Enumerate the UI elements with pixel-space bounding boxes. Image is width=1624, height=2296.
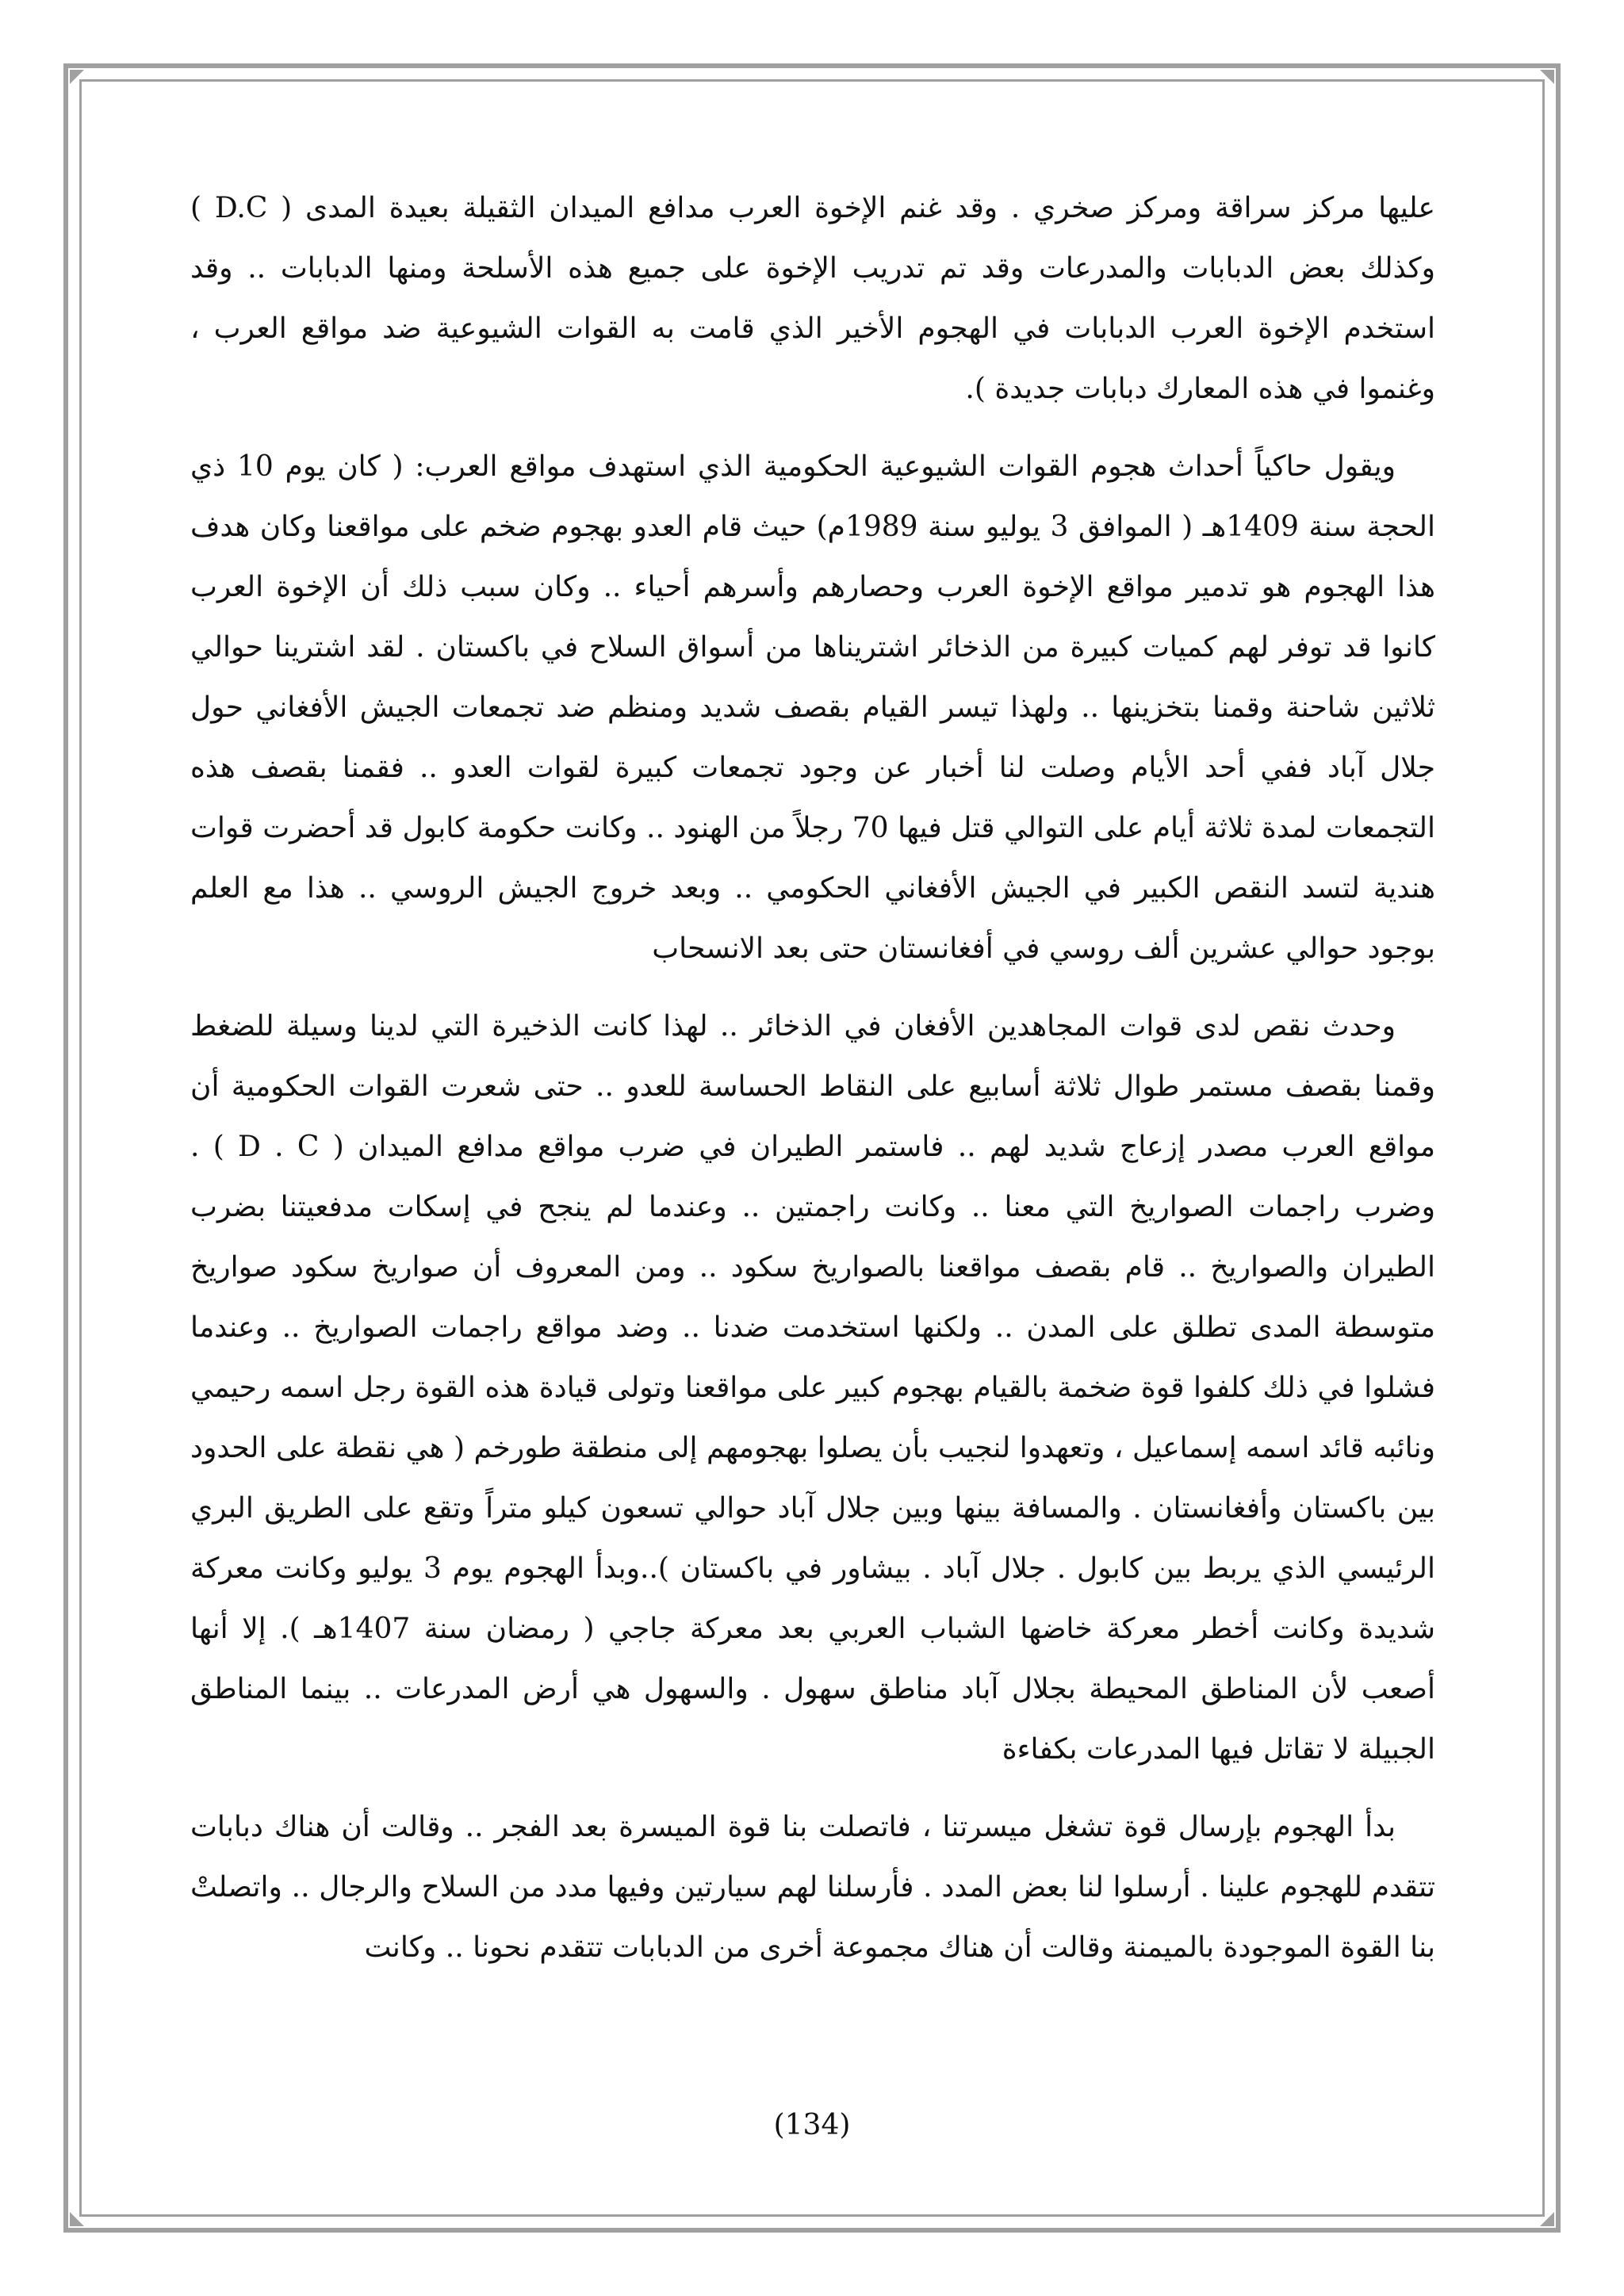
- paragraph-2: ويقول حاكياً أحداث هجوم القوات الشيوعية الحكومية الذي استهدف مواقع العرب: ( كان يوم 10 ذي الحجة سنة 1409هـ ( الموافق 3 يوليو سنة 1989م) حيث قام العدو بهجوم ضخم على مواقعنا وكان هدف هذا الهجوم هو تدمير مواقع الإخوة العرب وحصارهم وأسرهم أحياء .. وكان سبب ذلك أن الإخوة العرب كانوا قد توفر لهم كميات كبيرة من الذخائر اشتريناها من أسواق السلاح في باكستان . لقد اشترينا حوالي ثلاثين شاحنة وقمنا بتخزينها .. ولهذا تيسر القيام بقصف شديد ومنظم ضد تجمعات الجيش الأفغاني حول جلال آباد ففي أحد الأيام وصلت لنا أخبار عن وجود تجمعات كبيرة لقوات العدو .. فقمنا بقصف هذه التجمعات لمدة ثلاثة أيام على التوالي قتل فيها 70 رجلاً من الهنود .. وكانت حكومة كابول قد أحضرت قوات هندية لتسد النقص الكبير في الجيش الأفغاني الحكومي .. وبعد خروج الجيش الروسي .. هذا مع العلم بوجود حوالي عشرين ألف روسي في أفغانستان حتى بعد الانسحاب: [190, 450, 1435, 965]
- page-number: (134): [773, 2109, 851, 2141]
- corner-ornament-bottom-right: [1540, 2212, 1554, 2226]
- paragraph-1: عليها مركز سراقة ومركز صخري . وقد غنم الإخوة العرب مدافع الميدان الثقيلة بعيدة المدى ( D.C ) وكذلك بعض الدبابات والمدرعات وقد تم تدريب الإخوة على جميع هذه الأسلحة ومنها الدبابات .. وقد استخدم الإخوة العرب الدبابات في الهجوم الأخير الذي قامت به القوات الشيوعية ضد مواقع العرب ، وغنموا في هذه المعارك دبابات جديدة ).: [190, 192, 1435, 405]
- page-body: [190, 178, 1435, 1996]
- paragraph-3: وحدث نقص لدى قوات المجاهدين الأفغان في الذخائر .. لهذا كانت الذخيرة التي لدينا وسيلة للضغط وقمنا بقصف مستمر طوال ثلاثة أسابيع على النقاط الحساسة للعدو .. حتى شعرت القوات الحكومية أن مواقع العرب مصدر إزعاج شديد لهم .. فاستمر الطيران في ضرب مواقع مدافع الميدان ( D . C ) . وضرب راجمات الصواريخ التي معنا .. وكانت راجمتين .. وعندما لم ينجح في إسكات مدفعيتنا بضرب الطيران والصواريخ .. قام بقصف مواقعنا بالصواريخ سكود .. ومن المعروف أن صواريخ سكود صواريخ متوسطة المدى تطلق على المدن .. ولكنها استخدمت ضدنا .. وضد مواقع راجمات الصواريخ .. وعندما فشلوا في ذلك كلفوا قوة ضخمة بالقيام بهجوم كبير على مواقعنا وتولى قيادة هذه القوة رجل اسمه رحيمي ونائبه قائد اسمه إسماعيل ، وتعهدوا لنجيب بأن يصلوا بهجومهم إلى منطقة طورخم ( هي نقطة على الحدود بين باكستان وأفغانستان . والمسافة بينها وبين جلال آباد حوالي تسعون كيلو متراً وتقع على الطريق البري الرئيسي الذي يربط بين كابول . جلال آباد . بيشاور في باكستان )..وبدأ الهجوم يوم 3 يوليو وكانت معركة شديدة وكانت أخطر معركة خاضها الشباب العربي بعد معركة جاجي ( رمضان سنة 1407هـ ). إلا أنها أصعب لأن المناطق المحيطة بجلال آباد مناطق سهول . والسهول هي أرض المدرعات .. بينما المناطق الجبيلة لا تقاتل فيها المدرعات بكفاءة: [190, 1010, 1435, 1766]
- corner-ornament-top-left: [70, 70, 84, 84]
- corner-ornament-bottom-left: [70, 2212, 84, 2226]
- paragraph-4: بدأ الهجوم بإرسال قوة تشغل ميسرتنا ، فاتصلت بنا قوة الميسرة بعد الفجر .. وقالت أن هناك دبابات تتقدم للهجوم علينا . أرسلوا لنا بعض المدد . فأرسلنا لهم سيارتين وفيها مدد من السلاح والرجال .. واتصلتْ بنا القوة الموجودة بالميمنة وقالت أن هناك مجموعة أخرى من الدبابات تتقدم نحونا .. وكانت: [190, 1811, 1435, 1964]
- corner-ornament-top-right: [1540, 70, 1554, 84]
